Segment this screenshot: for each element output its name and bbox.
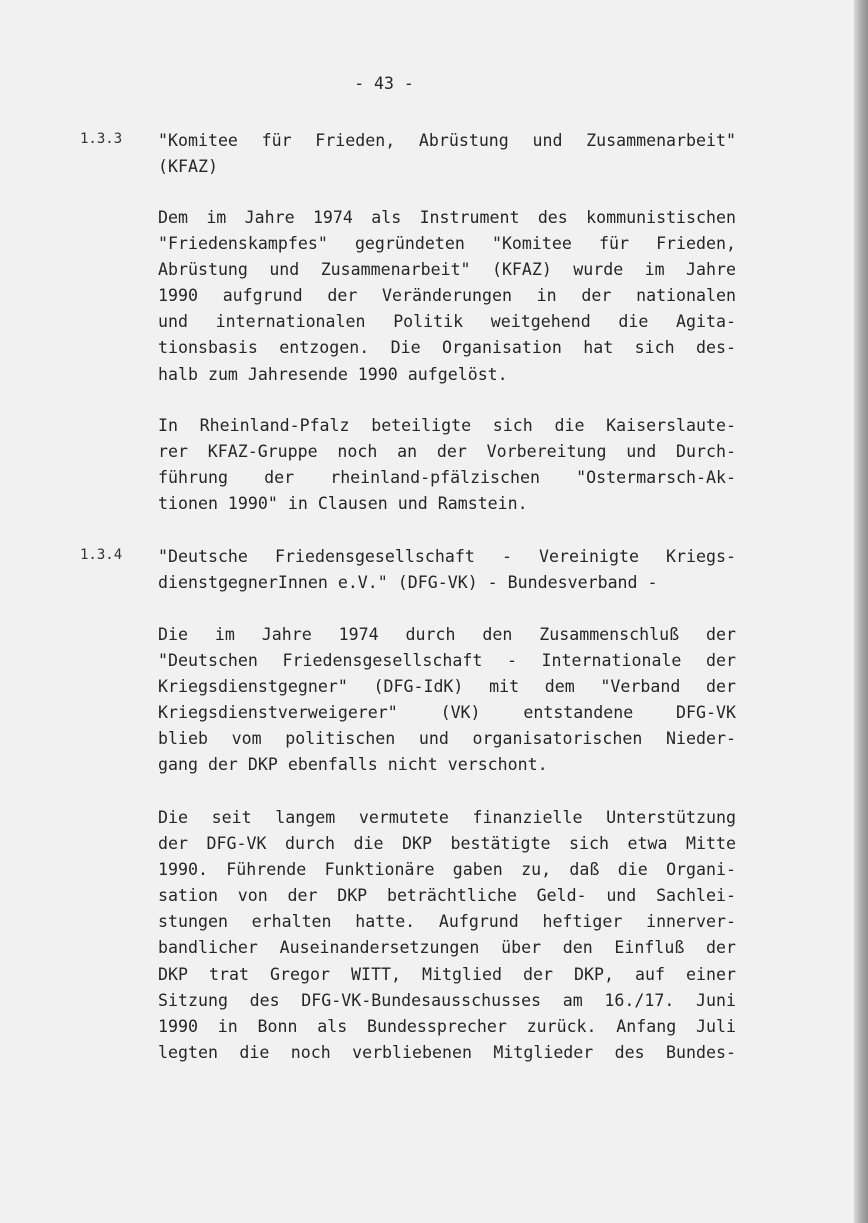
text-line: rer KFAZ-Gruppe noch an der Vorbereitung und Durch- xyxy=(158,442,736,462)
page-scan-edge xyxy=(854,0,868,1223)
paragraph-dfg-vk-2 xyxy=(158,805,736,1066)
text-line: sation von der DKP beträchtliche Geld- und Sachlei- xyxy=(158,886,736,906)
text-line: stungen erhalten hatte. Aufgrund heftiger innerver- xyxy=(158,912,736,932)
page-number: - 43 - xyxy=(354,74,414,93)
text-line: halb zum Jahresende 1990 aufgelöst. xyxy=(158,364,508,384)
section-heading-dfg-vk xyxy=(158,544,736,596)
text-line: der DFG-VK durch die DKP bestätigte sich etwa Mitte xyxy=(158,834,736,854)
text-line: tionen 1990" in Clausen und Ramstein. xyxy=(158,494,528,514)
paragraph-dfg-vk-1 xyxy=(158,622,736,779)
text-line: Die im Jahre 1974 durch den Zusammenschluß der xyxy=(158,625,736,644)
text-line: Kriegsdienstverweigerer" (VK) entstandene DFG-VK xyxy=(158,703,736,723)
text-line: "Friedenskampfes" gegründeten "Komitee für Frieden, xyxy=(158,234,736,254)
text-line: 1990 aufgrund der Veränderungen in der nationalen xyxy=(158,286,736,306)
text-line: und internationalen Politik weitgehend die Agita- xyxy=(158,312,736,332)
heading-line: "Komitee für Frieden, Abrüstung und Zusammenarbeit" xyxy=(158,131,736,150)
text-line: blieb vom politischen und organisatorischen Nieder- xyxy=(158,729,736,749)
heading-line: (KFAZ) xyxy=(158,157,218,177)
text-line: führung der rheinland-pfälzischen "Ostermarsch-Ak- xyxy=(158,468,736,488)
text-line: gang der DKP ebenfalls nicht verschont. xyxy=(158,755,548,775)
text-line: 1990 in Bonn als Bundessprecher zurück. Anfang Juli xyxy=(158,1016,736,1036)
text-line: legten die noch verbliebenen Mitglieder des Bundes- xyxy=(158,1042,736,1062)
heading-line: "Deutsche Friedensgesellschaft - Vereinigte Kriegs- xyxy=(158,547,736,566)
section-heading-kfaz xyxy=(158,128,736,180)
text-line: Die seit langem vermutete finanzielle Unterstützung xyxy=(158,808,736,827)
paragraph-kfaz-1 xyxy=(158,205,736,388)
text-line: Dem im Jahre 1974 als Instrument des kommunistischen xyxy=(158,208,736,227)
text-line: Abrüstung und Zusammenarbeit" (KFAZ) wurde im Jahre xyxy=(158,260,736,280)
section-number-1-3-3: 1.3.3 xyxy=(80,131,123,147)
text-line: Sitzung des DFG-VK-Bundesausschusses am 16./17. Juni xyxy=(158,990,736,1010)
text-line: 1990. Führende Funktionäre gaben zu, daß die Organi- xyxy=(158,860,736,880)
heading-line: dienstgegnerInnen e.V." (DFG-VK) - Bundesverband - xyxy=(158,573,658,593)
section-number-1-3-4: 1.3.4 xyxy=(80,547,123,563)
text-line: bandlicher Auseinandersetzungen über den Einfluß der xyxy=(158,938,736,958)
text-line: In Rheinland-Pfalz beteiligte sich die Kaiserslaute- xyxy=(158,416,736,435)
text-line: "Deutschen Friedensgesellschaft - Internationale der xyxy=(158,651,736,671)
paragraph-kfaz-2 xyxy=(158,413,736,517)
text-line: DKP trat Gregor WITT, Mitglied der DKP, auf einer xyxy=(158,964,736,984)
text-line: tionsbasis entzogen. Die Organisation hat sich des- xyxy=(158,338,736,358)
text-line: Kriegsdienstgegner" (DFG-IdK) mit dem "Verband der xyxy=(158,677,736,697)
